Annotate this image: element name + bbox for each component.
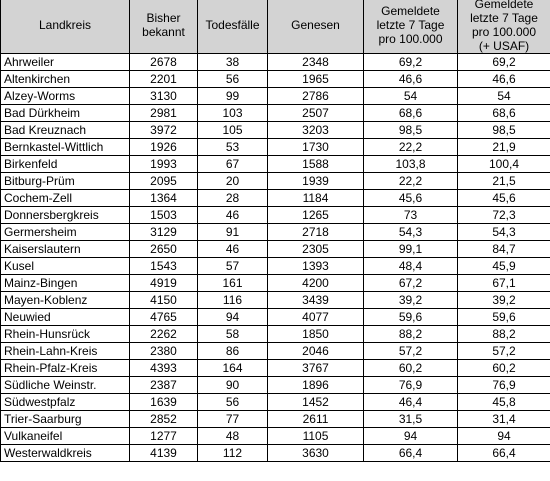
cell-genesen: 1393 <box>268 258 364 275</box>
cell-inzidenz-usaf: 69,2 <box>458 54 550 71</box>
table-row <box>1 71 550 88</box>
cell-landkreis: Alzey-Worms <box>1 88 130 105</box>
cell-inzidenz-usaf: 100,4 <box>458 156 550 173</box>
cell-landkreis: Bad Dürkheim <box>1 105 130 122</box>
cell-genesen: 2786 <box>268 88 364 105</box>
cell-inzidenz-usaf: 98,5 <box>458 122 550 139</box>
cell-genesen: 2046 <box>268 343 364 360</box>
cell-landkreis: Cochem-Zell <box>1 190 130 207</box>
table-row <box>1 105 550 122</box>
cell-bisher-bekannt: 1543 <box>130 258 198 275</box>
table-row <box>1 122 550 139</box>
cell-inzidenz: 68,6 <box>364 105 458 122</box>
cell-inzidenz-usaf: 31,4 <box>458 411 550 428</box>
cell-inzidenz-usaf: 54 <box>458 88 550 105</box>
cell-genesen: 2305 <box>268 241 364 258</box>
cell-bisher-bekannt: 3972 <box>130 122 198 139</box>
header-7-tage-inzidenz: Gemeldete letzte 7 Tage pro 100.000 <box>364 0 458 54</box>
cell-bisher-bekannt: 4139 <box>130 445 198 462</box>
cell-todesfaelle: 99 <box>198 88 268 105</box>
table-row <box>1 326 550 343</box>
cell-genesen: 1588 <box>268 156 364 173</box>
cell-bisher-bekannt: 2387 <box>130 377 198 394</box>
cell-todesfaelle: 28 <box>198 190 268 207</box>
cell-genesen: 2718 <box>268 224 364 241</box>
cell-inzidenz: 88,2 <box>364 326 458 343</box>
cell-inzidenz: 39,2 <box>364 292 458 309</box>
cell-todesfaelle: 57 <box>198 258 268 275</box>
table-row <box>1 139 550 156</box>
cell-bisher-bekannt: 2380 <box>130 343 198 360</box>
cell-landkreis: Bad Kreuznach <box>1 122 130 139</box>
header-genesen: Genesen <box>268 0 364 54</box>
cell-landkreis: Westerwaldkreis <box>1 445 130 462</box>
cell-bisher-bekannt: 1364 <box>130 190 198 207</box>
table-row <box>1 258 550 275</box>
cell-landkreis: Südliche Weinstr. <box>1 377 130 394</box>
cell-genesen: 1965 <box>268 71 364 88</box>
cell-todesfaelle: 20 <box>198 173 268 190</box>
cell-inzidenz-usaf: 54,3 <box>458 224 550 241</box>
cell-inzidenz-usaf: 84,7 <box>458 241 550 258</box>
cell-landkreis: Trier-Saarburg <box>1 411 130 428</box>
cell-genesen: 3439 <box>268 292 364 309</box>
cell-todesfaelle: 103 <box>198 105 268 122</box>
cell-todesfaelle: 91 <box>198 224 268 241</box>
header-todesfaelle: Todesfälle <box>198 0 268 54</box>
cell-genesen: 3767 <box>268 360 364 377</box>
cell-bisher-bekannt: 4393 <box>130 360 198 377</box>
table-row <box>1 241 550 258</box>
cell-genesen: 1184 <box>268 190 364 207</box>
cell-inzidenz: 103,8 <box>364 156 458 173</box>
cell-inzidenz: 99,1 <box>364 241 458 258</box>
header-row <box>1 0 550 54</box>
cell-todesfaelle: 46 <box>198 207 268 224</box>
cell-genesen: 1939 <box>268 173 364 190</box>
cell-inzidenz-usaf: 72,3 <box>458 207 550 224</box>
cell-bisher-bekannt: 2201 <box>130 71 198 88</box>
cell-landkreis: Mayen-Koblenz <box>1 292 130 309</box>
cell-inzidenz: 57,2 <box>364 343 458 360</box>
table-row <box>1 54 550 71</box>
cell-inzidenz: 45,6 <box>364 190 458 207</box>
header-7-tage-inzidenz-usaf: Gemeldete letzte 7 Tage pro 100.000 (+ USAF) <box>458 0 550 54</box>
cell-todesfaelle: 161 <box>198 275 268 292</box>
cell-landkreis: Vulkaneifel <box>1 428 130 445</box>
cell-inzidenz: 46,6 <box>364 71 458 88</box>
cell-inzidenz-usaf: 59,6 <box>458 309 550 326</box>
cell-inzidenz: 54 <box>364 88 458 105</box>
cell-inzidenz-usaf: 60,2 <box>458 360 550 377</box>
cell-inzidenz-usaf: 39,2 <box>458 292 550 309</box>
cell-inzidenz: 66,4 <box>364 445 458 462</box>
table-row <box>1 275 550 292</box>
cell-landkreis: Bitburg-Prüm <box>1 173 130 190</box>
cell-todesfaelle: 67 <box>198 156 268 173</box>
cell-todesfaelle: 77 <box>198 411 268 428</box>
cell-inzidenz: 22,2 <box>364 139 458 156</box>
cell-genesen: 2611 <box>268 411 364 428</box>
cell-landkreis: Altenkirchen <box>1 71 130 88</box>
cell-inzidenz: 31,5 <box>364 411 458 428</box>
cell-inzidenz: 54,3 <box>364 224 458 241</box>
cell-inzidenz-usaf: 21,9 <box>458 139 550 156</box>
cell-landkreis: Bernkastel-Wittlich <box>1 139 130 156</box>
cell-todesfaelle: 112 <box>198 445 268 462</box>
cell-inzidenz: 22,2 <box>364 173 458 190</box>
table-row <box>1 173 550 190</box>
cell-todesfaelle: 56 <box>198 394 268 411</box>
cell-inzidenz: 46,4 <box>364 394 458 411</box>
cell-landkreis: Donnersbergkreis <box>1 207 130 224</box>
cell-bisher-bekannt: 1993 <box>130 156 198 173</box>
cell-todesfaelle: 164 <box>198 360 268 377</box>
cell-inzidenz: 48,4 <box>364 258 458 275</box>
cell-inzidenz: 69,2 <box>364 54 458 71</box>
table-row <box>1 411 550 428</box>
cell-todesfaelle: 90 <box>198 377 268 394</box>
table-row <box>1 360 550 377</box>
header-landkreis: Landkreis <box>1 0 130 54</box>
cell-bisher-bekannt: 3130 <box>130 88 198 105</box>
cell-todesfaelle: 48 <box>198 428 268 445</box>
cell-landkreis: Mainz-Bingen <box>1 275 130 292</box>
cell-inzidenz-usaf: 67,1 <box>458 275 550 292</box>
cell-bisher-bekannt: 2981 <box>130 105 198 122</box>
cell-landkreis: Germersheim <box>1 224 130 241</box>
cell-todesfaelle: 56 <box>198 71 268 88</box>
cell-landkreis: Rhein-Lahn-Kreis <box>1 343 130 360</box>
cell-bisher-bekannt: 2095 <box>130 173 198 190</box>
cell-bisher-bekannt: 3129 <box>130 224 198 241</box>
cell-genesen: 3630 <box>268 445 364 462</box>
cell-bisher-bekannt: 2852 <box>130 411 198 428</box>
cell-landkreis: Kusel <box>1 258 130 275</box>
cell-inzidenz-usaf: 45,8 <box>458 394 550 411</box>
table-row <box>1 428 550 445</box>
cell-inzidenz: 60,2 <box>364 360 458 377</box>
cell-landkreis: Birkenfeld <box>1 156 130 173</box>
cell-landkreis: Kaiserslautern <box>1 241 130 258</box>
cell-bisher-bekannt: 2650 <box>130 241 198 258</box>
cell-inzidenz-usaf: 45,6 <box>458 190 550 207</box>
table-body <box>1 54 550 462</box>
cell-todesfaelle: 53 <box>198 139 268 156</box>
cell-inzidenz-usaf: 66,4 <box>458 445 550 462</box>
cell-genesen: 1896 <box>268 377 364 394</box>
cell-bisher-bekannt: 4150 <box>130 292 198 309</box>
cell-genesen: 1105 <box>268 428 364 445</box>
cell-bisher-bekannt: 1639 <box>130 394 198 411</box>
cell-genesen: 1730 <box>268 139 364 156</box>
cell-inzidenz-usaf: 21,5 <box>458 173 550 190</box>
cell-bisher-bekannt: 1277 <box>130 428 198 445</box>
table-row <box>1 309 550 326</box>
table-row <box>1 445 550 462</box>
cell-genesen: 4200 <box>268 275 364 292</box>
cell-genesen: 1452 <box>268 394 364 411</box>
cell-bisher-bekannt: 1926 <box>130 139 198 156</box>
table-row <box>1 394 550 411</box>
table-row <box>1 88 550 105</box>
table-row <box>1 190 550 207</box>
cell-todesfaelle: 38 <box>198 54 268 71</box>
cell-inzidenz-usaf: 57,2 <box>458 343 550 360</box>
cell-inzidenz: 67,2 <box>364 275 458 292</box>
cell-landkreis: Neuwied <box>1 309 130 326</box>
table-row <box>1 343 550 360</box>
cell-inzidenz-usaf: 68,6 <box>458 105 550 122</box>
cell-genesen: 1265 <box>268 207 364 224</box>
cell-inzidenz: 59,6 <box>364 309 458 326</box>
cell-todesfaelle: 58 <box>198 326 268 343</box>
cell-bisher-bekannt: 2262 <box>130 326 198 343</box>
cell-inzidenz: 94 <box>364 428 458 445</box>
table-row <box>1 207 550 224</box>
cell-inzidenz-usaf: 46,6 <box>458 71 550 88</box>
cell-landkreis: Südwestpfalz <box>1 394 130 411</box>
cell-todesfaelle: 46 <box>198 241 268 258</box>
cell-genesen: 1850 <box>268 326 364 343</box>
cell-landkreis: Ahrweiler <box>1 54 130 71</box>
cell-genesen: 4077 <box>268 309 364 326</box>
cell-genesen: 3203 <box>268 122 364 139</box>
table-row <box>1 377 550 394</box>
cell-todesfaelle: 116 <box>198 292 268 309</box>
cell-todesfaelle: 86 <box>198 343 268 360</box>
cell-landkreis: Rhein-Hunsrück <box>1 326 130 343</box>
cell-genesen: 2348 <box>268 54 364 71</box>
cell-bisher-bekannt: 4765 <box>130 309 198 326</box>
cell-inzidenz: 73 <box>364 207 458 224</box>
cell-landkreis: Rhein-Pfalz-Kreis <box>1 360 130 377</box>
cell-genesen: 2507 <box>268 105 364 122</box>
cell-todesfaelle: 105 <box>198 122 268 139</box>
table-row <box>1 156 550 173</box>
cell-bisher-bekannt: 2678 <box>130 54 198 71</box>
cell-inzidenz-usaf: 94 <box>458 428 550 445</box>
table-row <box>1 224 550 241</box>
cell-bisher-bekannt: 1503 <box>130 207 198 224</box>
cell-todesfaelle: 94 <box>198 309 268 326</box>
header-bisher-bekannt: Bisher bekannt <box>130 0 198 54</box>
cell-inzidenz-usaf: 45,9 <box>458 258 550 275</box>
cell-inzidenz: 76,9 <box>364 377 458 394</box>
cell-inzidenz: 98,5 <box>364 122 458 139</box>
cell-inzidenz-usaf: 88,2 <box>458 326 550 343</box>
cell-inzidenz-usaf: 76,9 <box>458 377 550 394</box>
cell-bisher-bekannt: 4919 <box>130 275 198 292</box>
table-row <box>1 292 550 309</box>
